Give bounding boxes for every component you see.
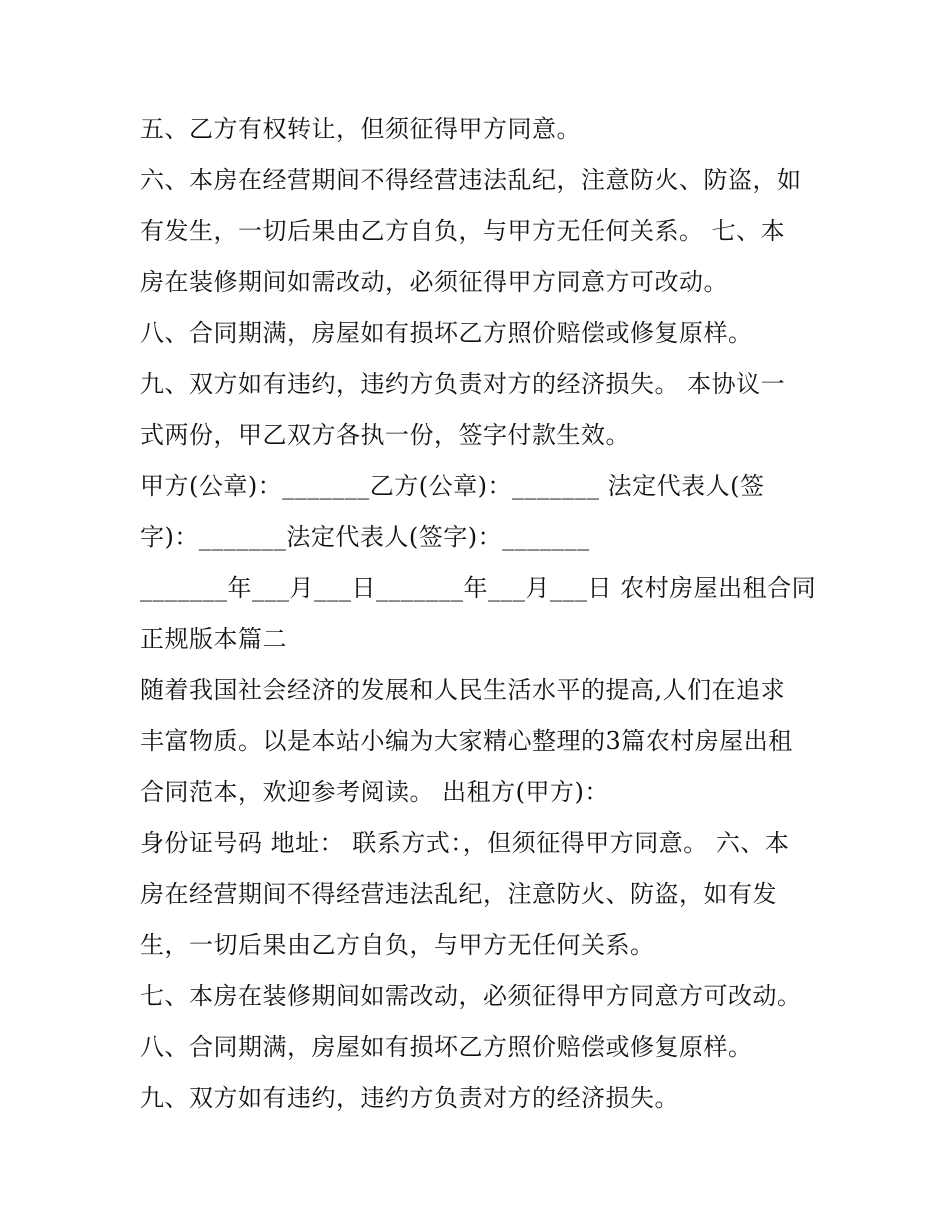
signature-line: 字)：_______法定代表人(签字)：_______ bbox=[140, 523, 590, 551]
text-line: 丰富物质。以是本站小编为大家精心整理的3篇农村房屋出租 bbox=[140, 727, 793, 755]
text-line: 房在经营期间不得经营违法乱纪，注意防火、防盗，如有发 bbox=[140, 880, 777, 908]
text-line: 身份证号码 地址： 联系方式：，但须征得甲方同意。 六、本 bbox=[140, 829, 790, 857]
text-line: 九、双方如有违约，违约方负责对方的经济损失。 bbox=[140, 1084, 679, 1112]
text-line: 九、双方如有违约，违约方负责对方的经济损失。 本协议一 bbox=[140, 370, 786, 398]
text-line: 随着我国社会经济的发展和人民生活水平的提高,人们在追求 bbox=[140, 676, 786, 704]
text-line: 六、本房在经营期间不得经营违法乱纪，注意防火、防盗，如 bbox=[140, 166, 802, 194]
text-line: 八、合同期满，房屋如有损坏乙方照价赔偿或修复原样。 bbox=[140, 1033, 753, 1061]
text-line: 八、合同期满，房屋如有损坏乙方照价赔偿或修复原样。 bbox=[140, 319, 753, 347]
text-line: 式两份，甲乙双方各执一份，签字付款生效。 bbox=[140, 421, 630, 449]
text-line: 房在装修期间如需改动，必须征得甲方同意方可改动。 bbox=[140, 268, 728, 296]
signature-line: 甲方(公章)：_______乙方(公章)：_______ 法定代表人(签 bbox=[140, 472, 765, 500]
text-line: 生，一切后果由乙方自负，与甲方无任何关系。 bbox=[140, 931, 655, 959]
section-heading: 正规版本篇二 bbox=[140, 625, 287, 653]
date-line: _______年___月___日_______年___月___日 农村房屋出租合同 bbox=[140, 574, 817, 602]
text-line: 合同范本，欢迎参考阅读。 出租方(甲方)： bbox=[140, 778, 609, 806]
text-line: 有发生，一切后果由乙方自负，与甲方无任何关系。 七、本 bbox=[140, 217, 786, 245]
text-line: 五、乙方有权转让，但须征得甲方同意。 bbox=[140, 115, 581, 143]
text-line: 七、本房在装修期间如需改动，必须征得甲方同意方可改动。 bbox=[140, 982, 802, 1010]
